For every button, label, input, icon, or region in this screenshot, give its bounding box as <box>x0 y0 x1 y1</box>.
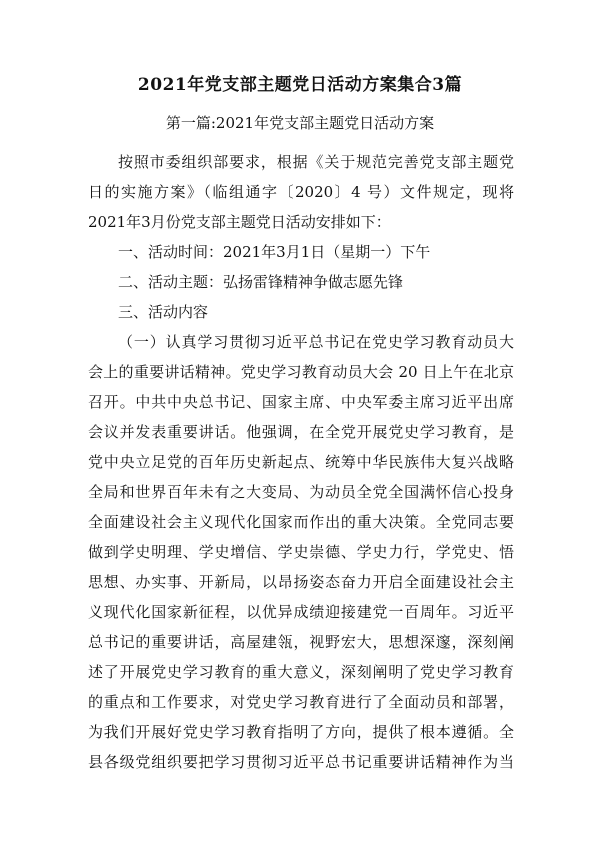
body-line: 总书记的重要讲话，高屋建瓴，视野宏大，思想深邃，深刻阐 <box>88 633 514 651</box>
body-line: 会议并发表重要讲话。他强调，在全党开展党史学习教育，是 <box>88 423 514 441</box>
body-line: 一、活动时间：2021年3月1日（星期一）下午 <box>118 243 431 261</box>
document-subtitle: 第一篇:2021年党支部主题党日活动方案 <box>165 114 435 132</box>
body-line: 日的实施方案》（临组通字〔2020〕4 号）文件规定，现将 <box>88 183 514 201</box>
body-line: 全局和世界百年未有之大变局、为动员全党全国满怀信心投身 <box>88 483 514 501</box>
body-line: 义现代化国家新征程，以优异成绩迎接建党一百周年。习近平 <box>88 603 514 621</box>
body-line: 做到学史明理、学史增信、学史崇德、学史力行，学党史、悟 <box>88 543 514 561</box>
body-line: （一）认真学习贯彻习近平总书记在党史学习教育动员大 <box>118 333 514 351</box>
body-line: 召开。中共中央总书记、国家主席、中央军委主席习近平出席 <box>88 393 514 411</box>
body-line: 按照市委组织部要求，根据《关于规范完善党支部主题党 <box>118 153 514 171</box>
body-line: 党中央立足党的百年历史新起点、统筹中华民族伟大复兴战略 <box>88 453 514 471</box>
body-line: 为我们开展好党史学习教育指明了方向，提供了根本遵循。全 <box>88 723 514 741</box>
body-line: 思想、办实事、开新局，以昂扬姿态奋力开启全面建设社会主 <box>88 573 514 591</box>
body-line: 的重点和工作要求，对党史学习教育进行了全面动员和部署， <box>88 693 514 711</box>
body-line: 三、活动内容 <box>118 303 209 321</box>
body-line: 述了开展党史学习教育的重大意义，深刻阐明了党史学习教育 <box>88 663 514 681</box>
body-line: 2021年3月份党支部主题党日活动安排如下： <box>88 213 391 231</box>
body-line: 全面建设社会主义现代化国家而作出的重大决策。全党同志要 <box>88 513 514 531</box>
body-line: 县各级党组织要把学习贯彻习近平总书记重要讲话精神作为当 <box>88 753 514 771</box>
body-line: 会上的重要讲话精神。党史学习教育动员大会 20 日上午在北京 <box>88 363 514 381</box>
document-title: 2021年党支部主题党日活动方案集合3篇 <box>137 75 463 95</box>
body-line: 二、活动主题：弘扬雷锋精神争做志愿先锋 <box>118 273 404 291</box>
